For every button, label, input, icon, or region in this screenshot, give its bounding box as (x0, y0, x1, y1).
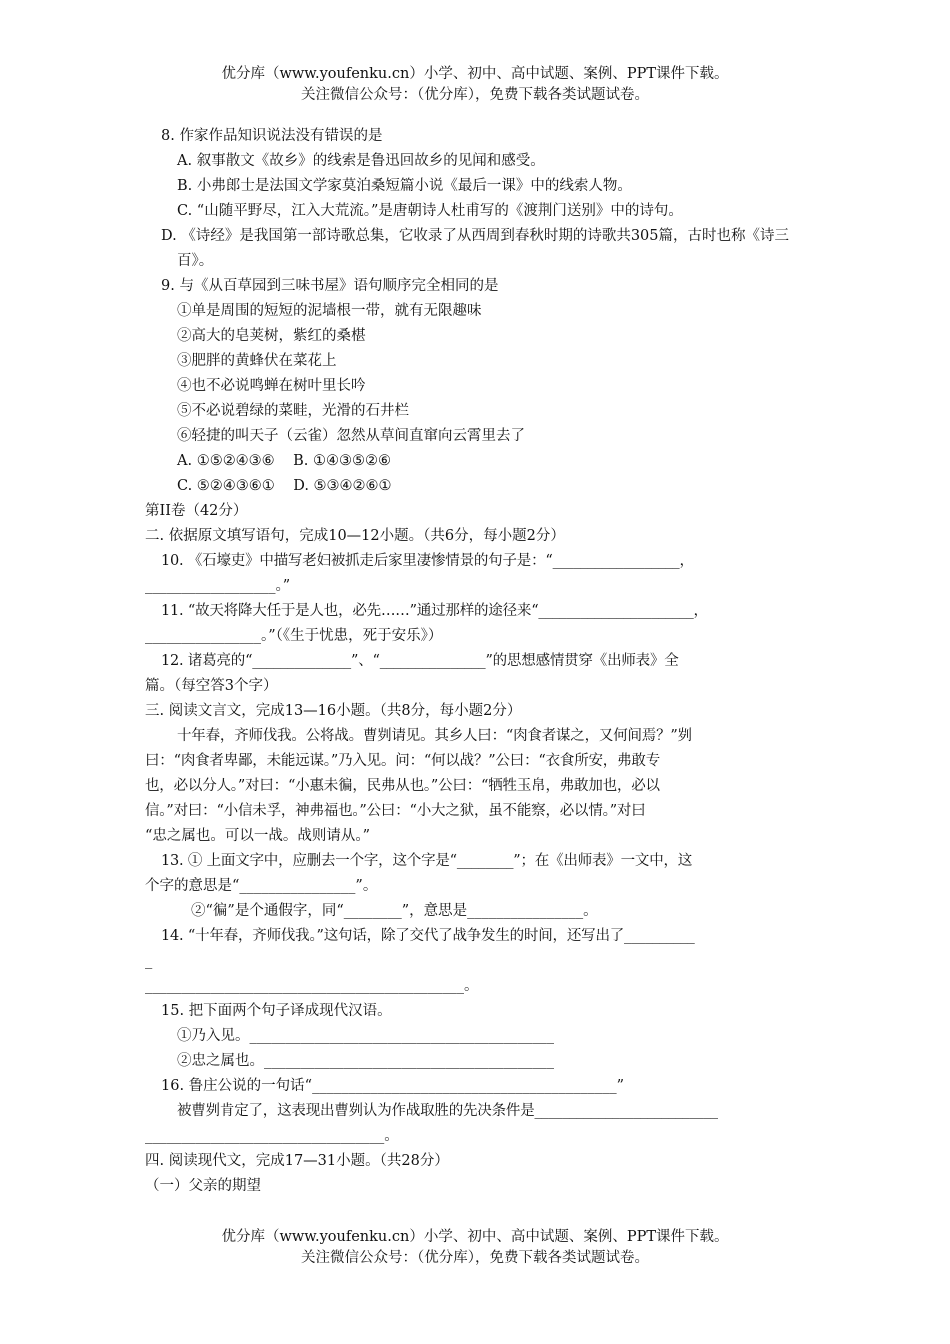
q9-item-4: ④也不必说鸣蝉在树叶里长吟 (177, 378, 366, 394)
q10-line-1: 10. 《石壕吏》中描写老妇被抓走后家里凄惨情景的句子是：“__________________， (161, 553, 694, 569)
q16-line-2: 被曹刿肯定了，这表现出曹刿认为作战取胜的先决条件是__________________________ (177, 1103, 718, 1119)
q8-option-b: B. 小弗郎士是法国文学家莫泊桑短篇小说《最后一课》中的线索人物。 (177, 178, 632, 194)
passage-line-3: 也，必以分人。”对曰：“小惠未徧，民弗从也。”公曰：“牺牲玉帛，弗敢加也，必以 (145, 778, 660, 794)
q9-options-row-2: C. ⑤②④③⑥① D. ⑤③④②⑥① (177, 478, 392, 494)
q13-line-3: ②“徧”是个通假字，同“________”，意思是________________。 (191, 903, 598, 919)
section3-title: 三. 阅读文言文，完成13—16小题。（共8分，每小题2分） (145, 703, 522, 719)
footer-line-1: 优分库（www.youfenku.cn）小学、初中、高中试题、案例、PPT课件下载。 (221, 1229, 729, 1245)
section2-title: 二. 依据原文填写语句，完成10—12小题。（共6分，每小题2分） (145, 528, 565, 544)
q13-line-1: 13. ① 上面文字中，应删去一个字，这个字是“________”；在《出师表》一文中，这 (161, 853, 693, 869)
footer-line-2: 关注微信公众号：（优分库），免费下载各类试题试卷。 (301, 1250, 649, 1266)
q8-option-c: C. “山随平野尽，江入大荒流。”是唐朝诗人杜甫写的《渡荆门送别》中的诗句。 (177, 203, 683, 219)
exam-content (145, 124, 810, 1199)
q12-line-1: 12. 诸葛亮的“______________”、“_______________”的思想感情贯穿《出师表》全 (161, 653, 679, 669)
q9-stem: 9. 与《从百草园到三味书屋》语句顺序完全相同的是 (161, 278, 499, 294)
page-footer (0, 1227, 950, 1269)
q10-line-2: __________________。” (145, 578, 291, 594)
q9-item-1: ①单是周围的短短的泥墙根一带，就有无限趣味 (177, 303, 482, 319)
q14-line-1: 14. “十年春，齐师伐我。”这句话，除了交代了战争发生的时间，还写出了__________ (161, 928, 695, 944)
page-header (0, 64, 950, 106)
q11-line-2: ________________。”（《生于忧患，死于安乐》） (145, 628, 443, 644)
part2-title: 第II卷（42分） (145, 503, 248, 519)
q15-sentence-2: ②忠之属也。________________________________________ (177, 1053, 554, 1069)
q16-line-3: _________________________________。 (145, 1128, 399, 1144)
section4-title: 四. 阅读现代文，完成17—31小题。（共28分） (145, 1153, 449, 1169)
q14-line-3: ____________________________________________。 (145, 978, 479, 994)
q15-stem: 15. 把下面两个句子译成现代汉语。 (161, 1003, 392, 1019)
passage-line-2: 曰：“肉食者卑鄙，未能远谋。”乃入见。问：“何以战？”公曰：“衣食所安，弗敢专 (145, 753, 661, 769)
q8-option-a: A. 叙事散文《故乡》的线索是鲁迅回故乡的见闻和感受。 (177, 153, 545, 169)
q11-line-1: 11. “故天将降大任于是人也，必先……”通过那样的途径来“______________________， (161, 603, 708, 619)
q9-item-2: ②高大的皂荚树，紫红的桑椹 (177, 328, 366, 344)
header-line-1: 优分库（www.youfenku.cn）小学、初中、高中试题、案例、PPT课件下载。 (221, 66, 729, 82)
q8-option-d: D. 《诗经》是我国第一部诗歌总集，它收录了从西周到春秋时期的诗歌共305篇，古时也称《诗三百》。 (161, 228, 789, 269)
q14-line-2: _ (145, 953, 153, 969)
q9-options-row-1: A. ①⑤②④③⑥ B. ①④③⑤②⑥ (177, 453, 391, 469)
q12-line-2: 篇。（每空答3个字） (145, 678, 278, 694)
q16-line-1: 16. 鲁庄公说的一句话“__________________________________________” (161, 1078, 624, 1094)
passage-line-5: “忠之属也。可以一战。战则请从。” (145, 828, 371, 844)
header-line-2: 关注微信公众号：（优分库），免费下载各类试题试卷。 (301, 87, 649, 103)
q9-item-6: ⑥轻捷的叫天子（云雀）忽然从草间直窜向云霄里去了 (177, 428, 525, 444)
q9-item-3: ③肥胖的黄蜂伏在菜花上 (177, 353, 337, 369)
q8-stem: 8. 作家作品知识说法没有错误的是 (161, 128, 383, 144)
q15-sentence-1: ①乃入见。__________________________________________ (177, 1028, 554, 1044)
section4-subtitle: （一）父亲的期望 (145, 1178, 261, 1194)
passage-line-1: 十年春，齐师伐我。公将战。曹刿请见。其乡人曰：“肉食者谋之，又何间焉？”刿 (177, 728, 692, 744)
passage-line-4: 信。”对曰：“小信未孚，神弗福也。”公曰：“小大之狱，虽不能察，必以情。”对曰 (145, 803, 646, 819)
q9-item-5: ⑤不必说碧绿的菜畦，光滑的石井栏 (177, 403, 409, 419)
q13-line-2: 个字的意思是“________________”。 (145, 878, 378, 894)
